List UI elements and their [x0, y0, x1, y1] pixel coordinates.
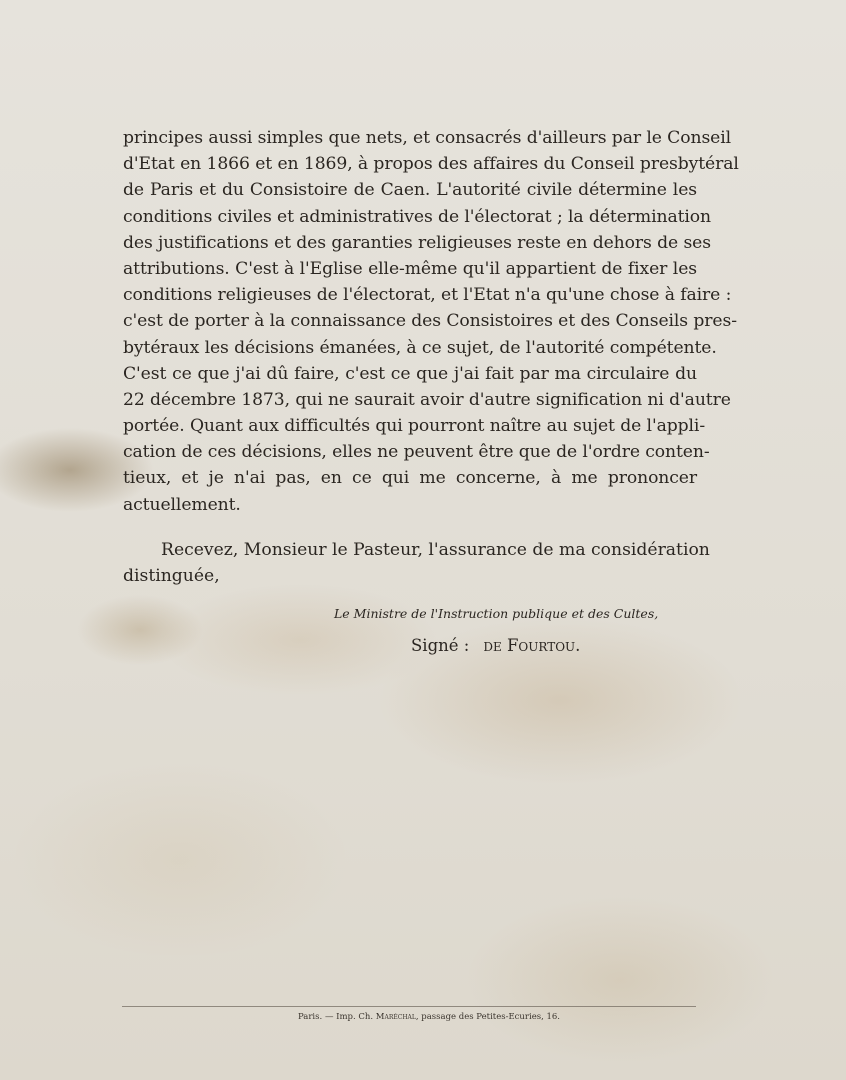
closing-line: distinguée, — [123, 566, 220, 587]
closing-line: Recevez, Monsieur le Pasteur, l'assurance de ma considération — [161, 540, 710, 560]
body-line: principes aussi simples que nets, et consacrés d'ailleurs par le Conseil — [123, 128, 732, 148]
body-paragraph — [123, 125, 739, 518]
body-line: tieux, et je n'ai pas, en ce qui me concerne, à me prononcer — [123, 468, 697, 489]
body-line: actuellement. — [123, 494, 241, 515]
imprint-prefix: — Imp. Ch. — [324, 1012, 374, 1022]
body-line: d'Etat en 1866 et en 1869, à propos des affaires du Conseil presbytéral — [123, 154, 739, 175]
imprint-city: Paris. — [297, 1012, 323, 1022]
footer-rule — [122, 1006, 696, 1007]
imprint-printer: Maréchal — [375, 1012, 416, 1022]
body-line: conditions religieuses de l'électorat, et l'Etat n'a qu'une chose à faire : — [123, 285, 732, 306]
closing-formula — [123, 537, 710, 589]
body-line: de Paris et du Consistoire de Caen. L'autorité civile détermine les — [123, 180, 697, 201]
body-line: portée. Quant aux difficultés qui pourront naître au sujet de l'appli- — [123, 416, 706, 437]
body-line: attributions. C'est à l'Eglise elle-même qu'il appartient de fixer les — [123, 258, 697, 279]
body-line: bytéraux les décisions émanées, à ce sujet, de l'autorité compétente. — [123, 337, 717, 358]
printer-imprint — [0, 1012, 846, 1022]
body-line: conditions civiles et administratives de l'électorat ; la détermination — [123, 206, 712, 227]
body-line: 22 décembre 1873, qui ne saurait avoir d'autre signification ni d'autre — [123, 389, 731, 410]
minister-title: Le Ministre de l'Instruction publique et des Cultes, — [334, 606, 659, 621]
body-line: C'est ce que j'ai dû faire, c'est ce que j'ai fait par ma circulaire du — [123, 363, 697, 384]
body-line: des justifications et des garanties religieuses reste en dehors de ses — [123, 232, 711, 253]
signatory-name: de Fourtou. — [483, 636, 581, 655]
signed-label: Signé : — [411, 636, 470, 655]
signature-line — [411, 636, 580, 655]
body-line: c'est de porter à la connaissance des Consistoires et des Conseils pres- — [123, 311, 737, 332]
body-line: cation de ces décisions, elles ne peuvent être que de l'ordre conten- — [123, 442, 710, 463]
imprint-address: , passage des Petites-Ecuries, 16. — [415, 1012, 561, 1022]
